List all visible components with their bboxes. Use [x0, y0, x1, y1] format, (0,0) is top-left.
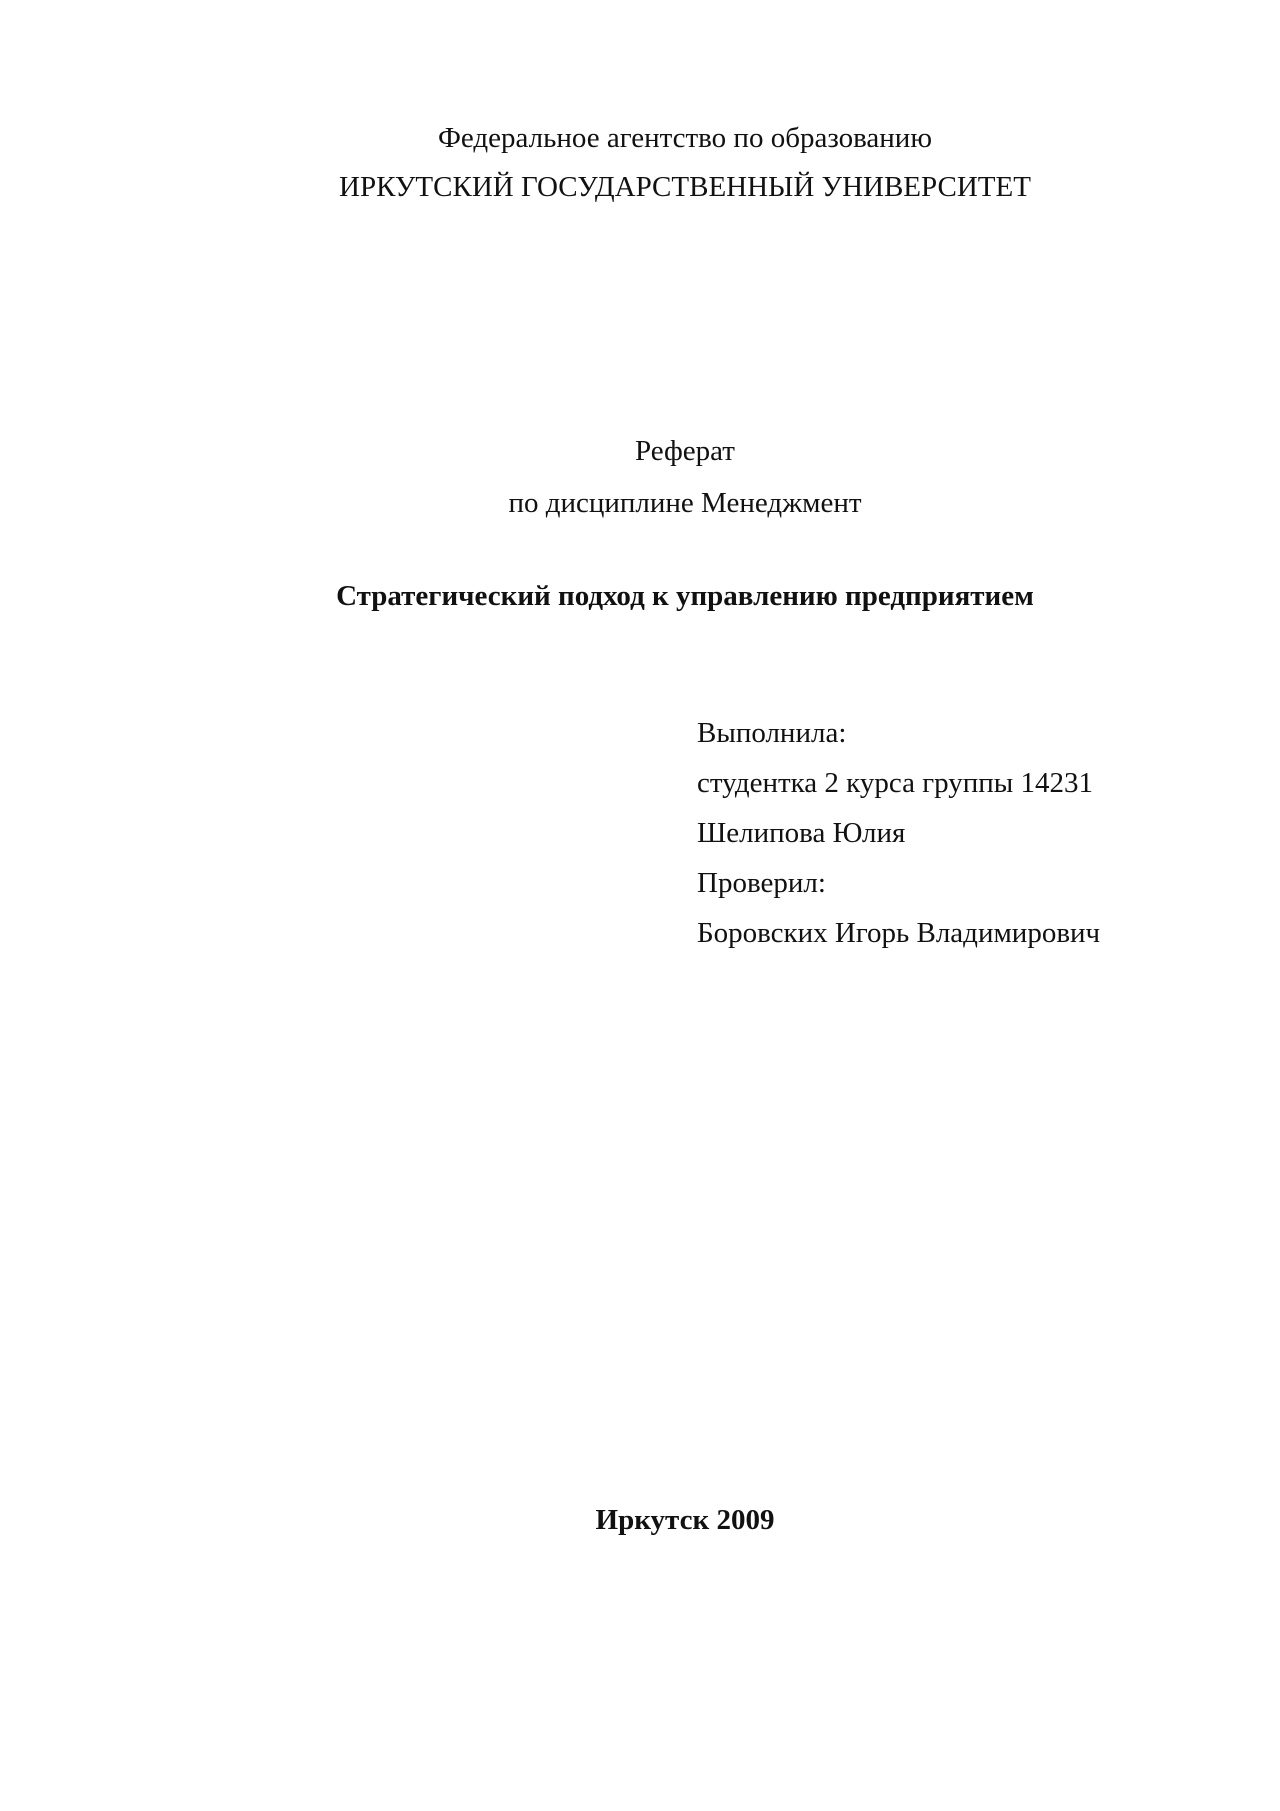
agency-name: Федеральное агентство по образованию	[437, 122, 932, 154]
performed-label: Выполнила:	[697, 717, 847, 749]
student-info: студентка 2 курса группы 14231	[697, 767, 1093, 799]
discipline-line: по дисциплине Менеджмент	[508, 487, 862, 519]
student-name: Шелипова Юлия	[697, 817, 906, 849]
checked-label: Проверил:	[697, 867, 826, 899]
teacher-name: Боровских Игорь Владимирович	[697, 917, 1101, 949]
university-name: ИРКУТСКИЙ ГОСУДАРСТВЕННЫЙ УНИВЕРСИТЕТ	[339, 171, 1031, 203]
document-type: Реферат	[635, 435, 735, 467]
topic-title: Стратегический подход к управлению предприятием	[336, 580, 1034, 612]
credits-block	[697, 708, 1100, 958]
city-year: Иркутск 2009	[595, 1504, 775, 1536]
